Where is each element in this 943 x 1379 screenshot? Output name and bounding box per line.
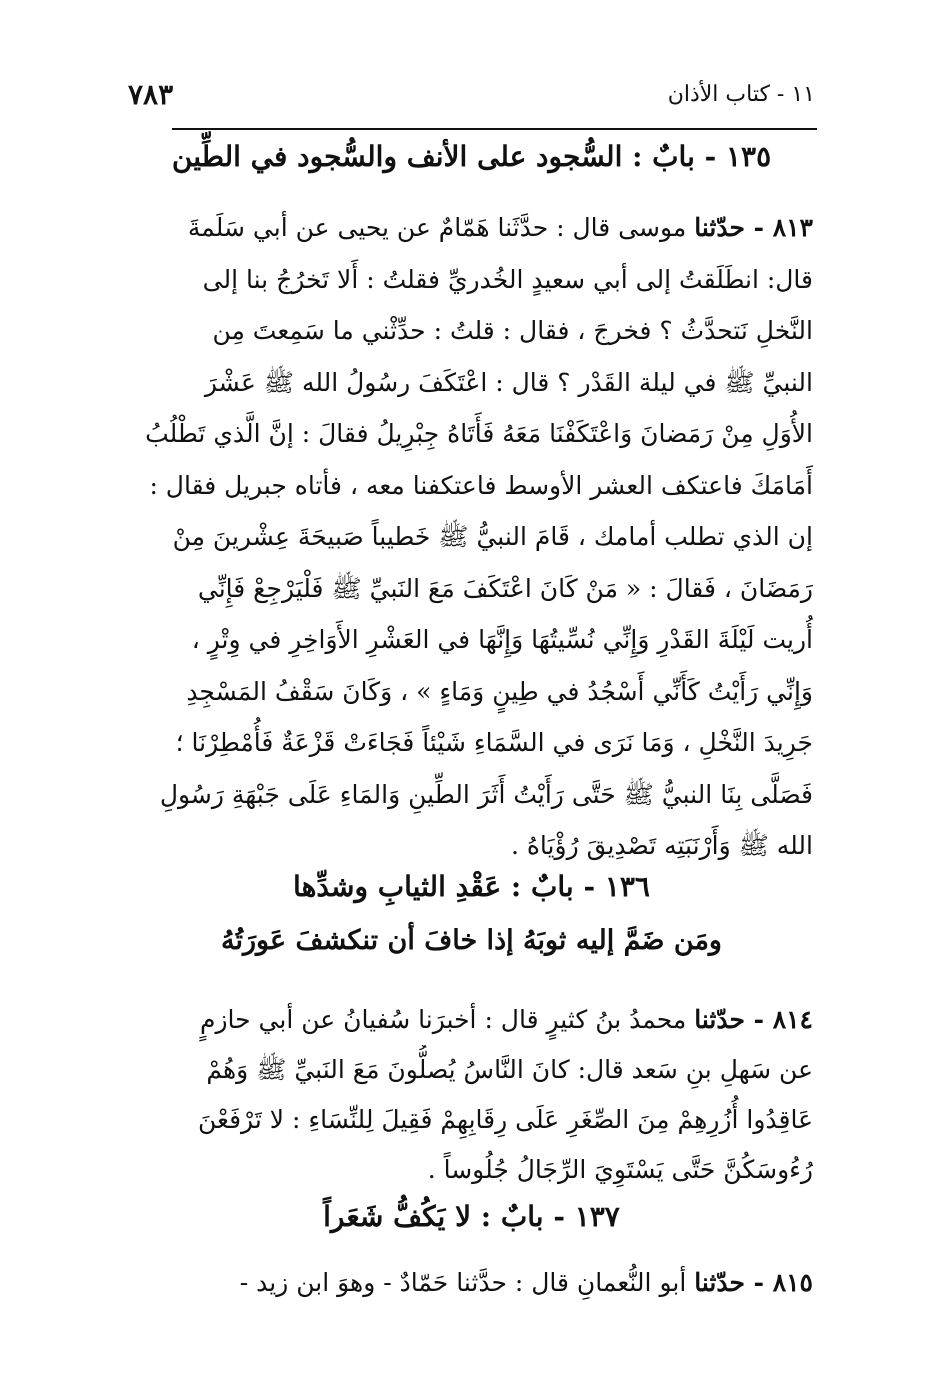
- text-line: أَمَامَكَ فاعتكف العشر الأوسط فاعتكفنا معه ، فأتاه جبريل فقال :: [149, 470, 813, 500]
- chapter-title: ١١ - كتاب الأذان: [667, 82, 815, 107]
- text-line: [130, 995, 813, 1045]
- hadith-number: ٨١٣ - حدّثنا: [694, 213, 813, 242]
- text-line: فَصَلَّى بِنَا النبيُّ ﷺ حَتَّى رَأَيْتُ أَثَرَ الطِّينِ وَالمَاءِ عَلَى جَبْهَةِ رَسُولِ: [159, 779, 813, 809]
- page-number: ٧٨٣: [128, 78, 174, 111]
- text-line: رَمَضَانَ ، فَقالَ : « مَنْ كَانَ اعْتَكَفَ مَعَ النَبيِّ ﷺ فَلْيَرْجِعْ فَإِنِّي: [197, 573, 813, 603]
- hadith-813: [130, 202, 813, 872]
- text-line: وَإِنِّي رَأَيْتُ كَأَنِّي أَسْجُدُ في طِينٍ وَمَاءٍ » ، وَكَانَ سَقْفُ المَسْجِدِ: [186, 676, 813, 706]
- text-line: الأُوَلِ مِنْ رَمَضانَ وَاعْتَكَفْنَا مَعَهُ فَأَتَاهُ جِبْرِيلُ فقالَ : إنَّ الَّذي تَطْلُبُ: [145, 419, 813, 448]
- text-line-content: أبو النُّعمانِ قال : حدَّثنا حَمّادٌ - وهوَ ابن زيد -: [239, 1268, 687, 1297]
- hadith-815: [130, 1258, 813, 1308]
- text-line: النَّخلِ نَتحدَّثُ ؟ فخرجَ ، فقال : قلتُ : حدِّثْني ما سَمِعتَ مِن: [212, 316, 813, 345]
- chapter-heading-137: ١٣٧ - بابٌ : لا يَكُفُّ شَعَراً: [323, 1200, 620, 1233]
- text-line: إن الذي تطلب أمامك ، قَامَ النبيُّ ﷺ خَطيباً صَبيحَةَ عِشْرينَ مِنْ: [172, 522, 813, 551]
- hadith-number: ٨١٥ - حدّثنا: [694, 1268, 813, 1297]
- chapter-subheading-136: ومَن ضَمَّ إليه ثوبَهُ إذا خافَ أن تنكشفَ عَورَتُهُ: [221, 925, 722, 956]
- text-line: قال: انطَلَقتُ إلى أبي سعيدٍ الخُدريِّ فقلتُ : أَلا تَخرُجُ بنا إلى: [202, 264, 813, 294]
- header-rule: [172, 128, 817, 130]
- text-line: الله ﷺ وَأَرْنَبَتِه تَصْدِيقَ رُؤْيَاهُ .: [510, 831, 813, 860]
- text-line: أُريت لَيْلَةَ القَدْرِ وَإِنِّي نُسِّيتُهَا وَإِنَّهَا في العَشْرِ الأَوَاخِرِ في وِتْرٍ ،: [191, 625, 813, 654]
- text-line: جَرِيدَ النَّخْلِ ، وَمَا نَرَى في السَّمَاءِ شَيْئاً فَجَاءَتْ قَزْعَةٌ فَأُمْطِرْنَا ؛: [175, 728, 813, 757]
- text-line: رُءُوسَكُنَّ حَتَّى يَسْتَوِيَ الرِّجَالُ جُلُوساً .: [427, 1155, 813, 1184]
- text-line: عَاقِدُوا أُزُرِهِمْ مِنَ الصِّغَرِ عَلَى رِقَابِهِمْ فَقِيلَ لِلنِّسَاءِ : لا تَرْفَعْنَ: [198, 1105, 813, 1134]
- hadith-number: ٨١٤ - حدّثنا: [694, 1005, 813, 1034]
- text-line: النبيِّ ﷺ في ليلة القَدْر ؟ قال : اعْتَكَفَ رسُولُ الله ﷺ عَشْرَ: [204, 367, 813, 397]
- text-line: [130, 1258, 813, 1308]
- chapter-heading-136: ١٣٦ - بابٌ : عَقْدِ الثيابِ وشدِّها: [293, 870, 650, 903]
- hadith-814: [130, 995, 813, 1195]
- text-line-content: محمدُ بنُ كثيرٍ قال : أخبرَنا سُفيانُ عن أبي حازمٍ: [199, 1005, 687, 1034]
- text-line-content: موسى قال : حدَّثَنا هَمّامٌ عن يحيى عن أبي سَلَمةَ: [187, 213, 687, 242]
- running-header: [128, 78, 815, 118]
- chapter-heading-135: ١٣٥ - بابٌ : السُّجود على الأنف والسُّجود في الطِّين: [171, 140, 772, 173]
- text-line: عن سَهلِ بنِ سَعد قال: كانَ النَّاسُ يُصلُّونَ مَعَ النَبيِّ ﷺ وَهُمْ: [206, 1055, 813, 1084]
- text-line: [130, 202, 813, 254]
